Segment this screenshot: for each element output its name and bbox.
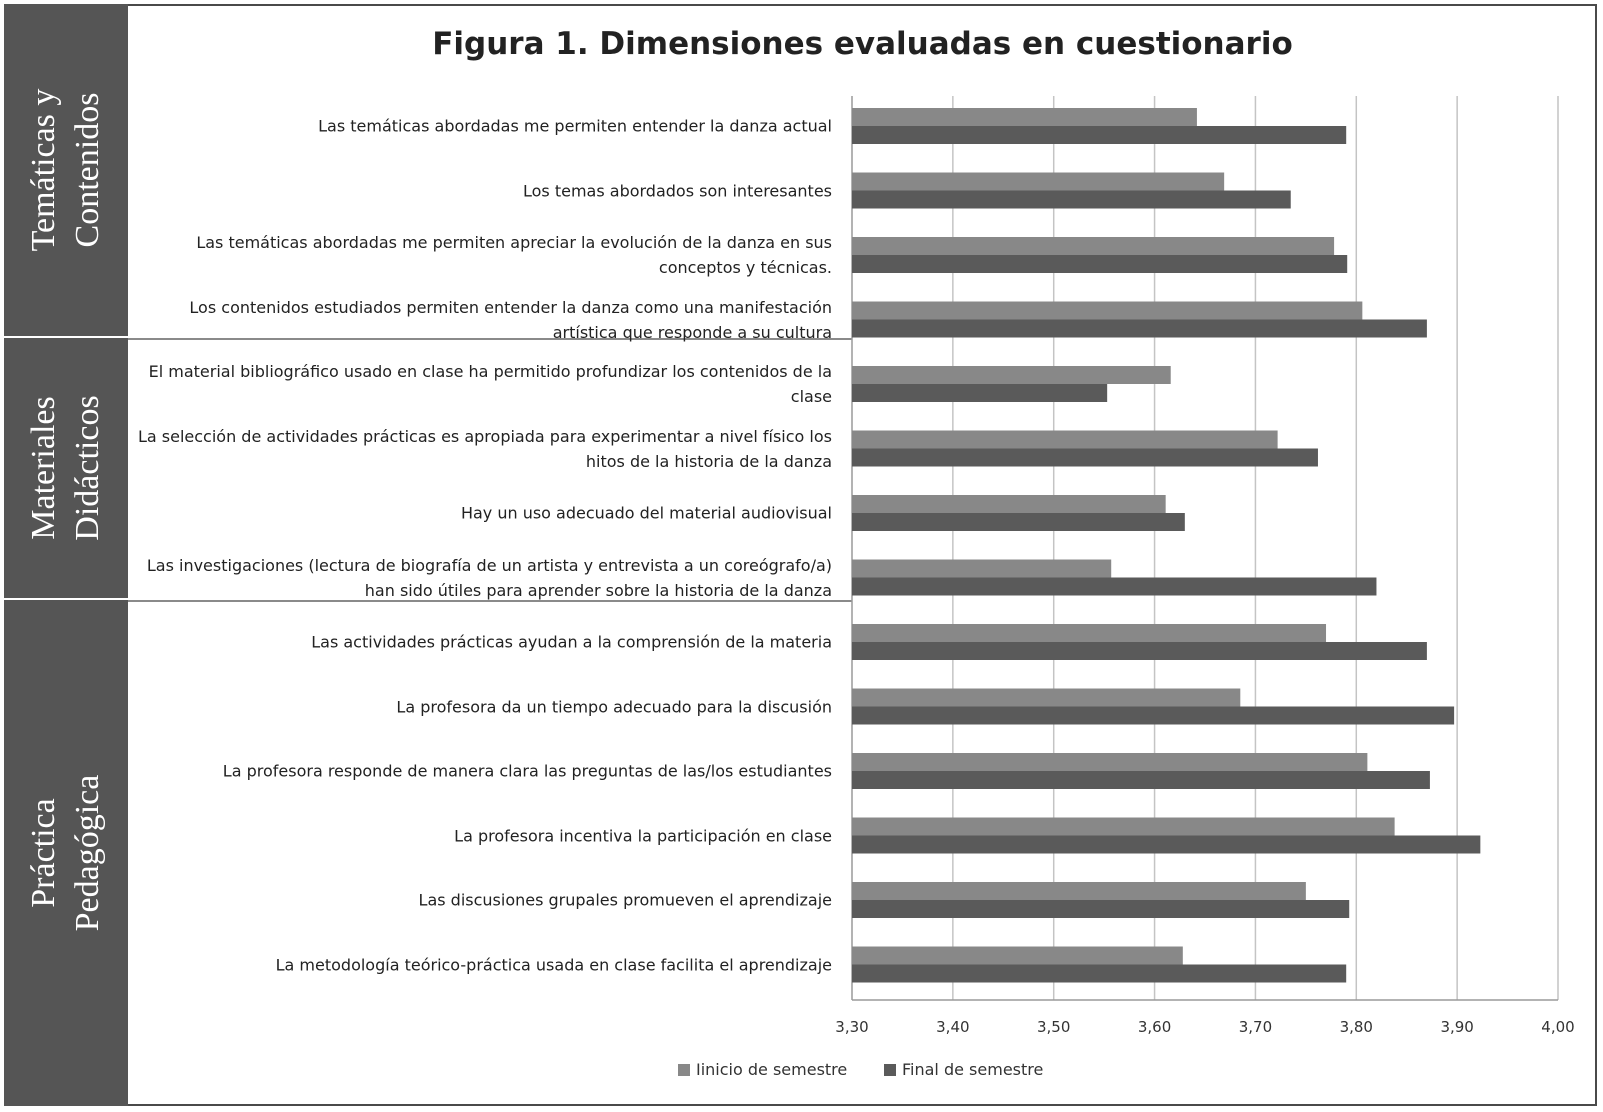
x-tick-label: 3,30 — [835, 1018, 869, 1036]
x-tick-label: 3,60 — [1137, 1018, 1172, 1036]
category-label: La selección de actividades prácticas es apropiada para experimentar a nivel físico los hitos de la historia de la danza — [137, 426, 832, 471]
bar — [852, 108, 1197, 126]
chart-title: Figura 1. Dimensiones evaluadas en cuestionario — [432, 26, 1293, 62]
category-label: La profesora da un tiempo adecuado para la discusión — [396, 697, 832, 716]
x-tick-label: 3,80 — [1339, 1018, 1373, 1036]
bar — [852, 255, 1347, 273]
bar — [852, 771, 1430, 789]
bar — [852, 578, 1376, 596]
x-tick-label: 3,40 — [936, 1018, 970, 1036]
legend-item-final — [884, 1060, 1043, 1079]
bar — [852, 642, 1427, 660]
bar — [852, 965, 1346, 983]
bar — [852, 560, 1111, 578]
category-label: Hay un uso adecuado del material audiovisual — [460, 503, 832, 523]
bar — [852, 513, 1185, 531]
bar — [852, 237, 1334, 255]
category-label: Los temas abordados son interesantes — [522, 181, 832, 200]
group-label-practica: Práctica Pedagógica — [25, 774, 106, 932]
group-label-tematicas: Temáticas y Contenidos — [25, 88, 106, 252]
category-label: Los contenidos estudiados permiten entender la danza como una manifestación artística que responde a su cultura — [189, 297, 832, 342]
group-label-materiales: Materiales Didácticos — [25, 395, 106, 541]
legend — [0, 1060, 1603, 1084]
legend-label-inicio: Iinicio de semestre — [696, 1060, 848, 1079]
bar — [852, 707, 1454, 725]
bar — [852, 624, 1326, 642]
bar — [852, 900, 1349, 918]
legend-swatch-final — [884, 1064, 896, 1076]
bar — [852, 126, 1346, 144]
bar — [852, 384, 1107, 402]
category-label: Las discusiones grupales promueven el aprendizaje — [418, 890, 832, 910]
bar — [852, 836, 1480, 854]
category-label: La profesora incentiva la participación en clase — [454, 826, 832, 845]
category-label: Las temáticas abordadas me permiten apreciar la evolución de la danza en sus conceptos y técnicas. — [196, 233, 832, 277]
bar — [852, 449, 1318, 467]
category-label: Las investigaciones (lectura de biografía de un artista y entrevista a un coreógrafo/a) han sido útiles para aprender sobre la historia de la danza — [146, 555, 832, 600]
legend-label-final: Final de semestre — [902, 1060, 1044, 1079]
bar — [852, 366, 1171, 384]
bar — [852, 302, 1362, 320]
x-tick-label: 3,70 — [1238, 1018, 1273, 1036]
bar — [852, 431, 1278, 449]
category-label: Las temáticas abordadas me permiten entender la danza actual — [318, 116, 832, 136]
bar — [852, 689, 1240, 707]
category-label: La profesora responde de manera clara las preguntas de las/los estudiantes — [222, 761, 832, 781]
bar — [852, 173, 1224, 191]
bar — [852, 947, 1183, 965]
bar — [852, 753, 1367, 771]
x-tick-label: 3,90 — [1440, 1018, 1474, 1036]
legend-swatch-inicio — [678, 1064, 690, 1076]
legend-item-inicio — [678, 1060, 847, 1079]
bar — [852, 495, 1166, 513]
category-label: La metodología teórico-práctica usada en clase facilita el aprendizaje — [275, 955, 832, 974]
bar — [852, 818, 1395, 836]
bar — [852, 882, 1306, 900]
bar — [852, 191, 1291, 209]
category-label: Las actividades prácticas ayudan a la comprensión de la materia — [311, 632, 832, 652]
bar — [852, 320, 1427, 338]
x-tick-label: 3,50 — [1037, 1018, 1071, 1036]
x-tick-label: 4,00 — [1541, 1018, 1575, 1036]
category-label: El material bibliográfico usado en clase ha permitido profundizar los contenidos de la clase — [148, 362, 832, 406]
